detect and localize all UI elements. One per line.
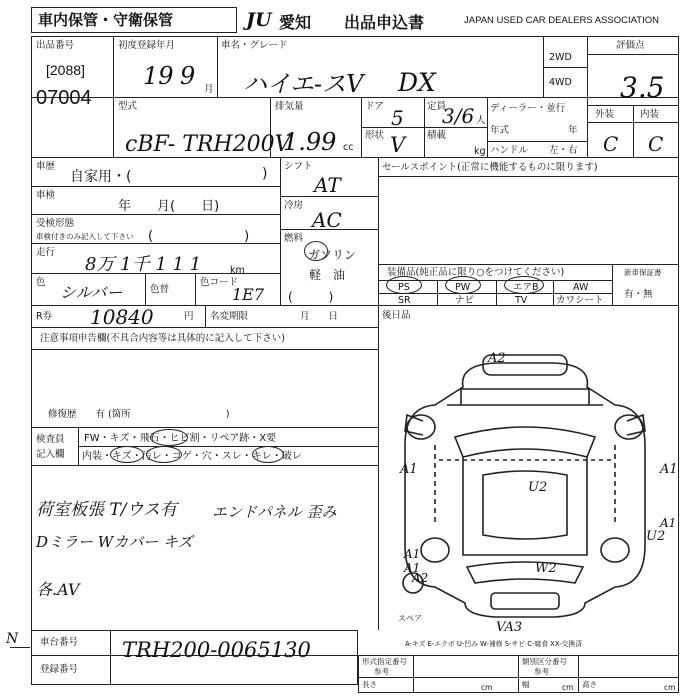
mark-a1-left: A1 [400, 462, 418, 477]
sales-point-label: セールスポイント(正常に機能するものに限ります) [382, 162, 598, 173]
fuel-gasoline: ガソリン [308, 248, 357, 262]
car-grade: DX [398, 68, 436, 97]
height-cm: cm [664, 683, 676, 692]
fuel-paren: ( ) [288, 290, 334, 304]
inspection-label: 車検 [36, 190, 56, 201]
chassis-number: TRH200-0065130 [122, 638, 311, 662]
spare-label: スペア [398, 614, 422, 623]
association-name: JAPAN USED CAR DEALERS ASSOCIATION [464, 15, 659, 26]
cc-unit: cc [343, 142, 354, 153]
spec-label-2: 参考 [374, 667, 389, 676]
car-name: ハイエ-スV [243, 70, 364, 98]
class-label-1: 類別区分番号 [522, 657, 567, 666]
mark-a2-rear: A2 [412, 571, 429, 585]
circle-chip [150, 429, 188, 446]
recycle-amount: 10840 [90, 305, 154, 329]
history-paren: ) [262, 166, 268, 182]
equip-navi: ナビ [455, 295, 475, 306]
storage-label: 車内保管・守衛保管 [38, 11, 174, 29]
mark-a1-right: A1 [660, 462, 678, 477]
model-code: cBF- TRH200V [125, 132, 291, 157]
equip-ps: PS [398, 282, 410, 293]
fuel-circle-mark [304, 241, 328, 261]
circle-scratch [110, 446, 144, 463]
dealer-label: ディーラー・並行 [490, 103, 566, 114]
comment-line-2: Dミラー Wカバー キズ [36, 533, 193, 551]
spec-label-1: 形式指定番号 [362, 657, 407, 666]
interior-grade: C [648, 132, 664, 156]
color-value: シルバー [60, 283, 123, 302]
disp-label: 排気量 [275, 101, 304, 112]
class-label-2: 参考 [534, 667, 549, 676]
lot-bracket: [2088] [46, 62, 85, 78]
capacity-value: 3/6 [442, 104, 475, 128]
repair-history: 修復歴 有 (箇所 ) [48, 409, 230, 420]
doors-label: ドア [365, 101, 384, 112]
recv-label: 受検形態 [36, 218, 75, 229]
chassis-label: 車台番号 [40, 637, 79, 648]
lot-label: 出品番号 [36, 40, 75, 51]
diagram-legend: A-キズ E-エクボ U-凹み W-補修 S-サビ C-腐食 XX-交換済 [405, 640, 582, 648]
form-title: 出品申込書 [344, 13, 425, 32]
width-label: 幅 [522, 680, 530, 689]
year-unit: 年 [568, 125, 578, 136]
circle-ps [386, 276, 422, 294]
reg-label: 初度登録年月 [118, 40, 176, 51]
shape-label: 形状 [365, 130, 385, 141]
mark-u2-right: U2 [646, 529, 666, 544]
year-label: 年式 [490, 125, 510, 136]
mark-w2: W2 [535, 561, 557, 576]
kg-unit: kg [474, 146, 486, 157]
deadline-label: 名変期限 [210, 311, 249, 322]
equip-tv: TV [515, 295, 528, 306]
color-change-label: 色替 [150, 284, 170, 295]
mark-a1-right-rear: A1 [660, 516, 677, 530]
reg-month: 9 [180, 62, 196, 90]
shift-value: AT [314, 173, 341, 197]
color-code-label: 色コード [200, 277, 239, 288]
warranty-label: 新車保証書 [624, 268, 662, 277]
fuel-diesel: 軽 油 [309, 268, 346, 282]
reg-year: 19 [143, 62, 174, 90]
plate-label: 登録番号 [40, 664, 79, 675]
recv-note: 車検付きのみ記入して下さい [36, 232, 134, 241]
height-label: 高さ [582, 680, 597, 689]
color-code: 1E7 [232, 285, 265, 304]
mark-va3: VA3 [496, 620, 523, 635]
circle-pw [445, 276, 481, 294]
interior-label: 内装 [640, 109, 660, 120]
warranty-options: 有・無 [624, 289, 653, 300]
fuel-label: 燃料 [284, 233, 304, 244]
lot-number: 07004 [36, 87, 92, 109]
ac-value: AC [312, 208, 342, 232]
org-name: 愛知 [279, 13, 312, 32]
inspector-label-1: 検査員 [36, 434, 65, 445]
handle-options: 左・右 [549, 145, 578, 156]
eval-label: 評価点 [616, 40, 645, 51]
car-name-label: 車名・グレード [221, 40, 288, 51]
equip-aw: AW [573, 282, 589, 293]
shape-value: V [390, 133, 406, 157]
km-unit: km [230, 265, 245, 276]
inspector-label-2: 記入欄 [36, 449, 65, 460]
month-unit: 月 [204, 84, 214, 95]
load-label: 積載 [427, 130, 447, 141]
displacement: 1.99 [283, 128, 337, 156]
notes-label: 注意事項申告欄(不具合内容等は具体的に記入して下さい) [40, 333, 285, 344]
comment-line-1a: 荷室板張 T/ウス有 [36, 500, 177, 520]
mark-a1-rear: A1 [404, 561, 421, 575]
eval-score: 3.5 [620, 71, 665, 104]
model-label: 型式 [118, 101, 138, 112]
mark-a1-rear-left: A1 [404, 547, 421, 561]
recycle-label: R券 [36, 311, 53, 322]
circle-airbag [504, 276, 544, 294]
width-cm: cm [562, 683, 574, 692]
inspector-line-2: 内装・キズ・汚レ・コゲ・穴・スレ・キレ・破レ [82, 451, 302, 462]
inspector-line-1: FW・キズ・飛石・ヒビ割・リペア跡・X要 [84, 433, 277, 444]
yen-unit: 円 [184, 311, 194, 322]
cap-label: 定員 [427, 101, 447, 112]
equipment-label: 装備品(純正品に限り○をつけてください) [387, 267, 565, 278]
ac-label: 冷房 [284, 200, 304, 211]
exterior-label: 外装 [595, 109, 615, 120]
length-cm: cm [481, 683, 493, 692]
recv-paren: ( ) [148, 229, 250, 244]
equip-airbag: エアB [513, 282, 539, 293]
color-label: 色 [36, 277, 46, 288]
mileage-label: 走行 [36, 247, 56, 258]
comment-line-3: 各.AV [36, 580, 80, 599]
doors-value: 5 [391, 106, 404, 130]
person-unit: 人 [476, 115, 486, 126]
equip-seat: カワシート [556, 295, 604, 306]
handle-label: ハンドル [490, 145, 529, 156]
ju-logo: JU [246, 9, 272, 31]
equip-pw: PW [455, 282, 471, 293]
shift-label: シフト [284, 161, 313, 172]
deadline-value: 月 日 [300, 311, 339, 322]
circle-wear [252, 446, 284, 463]
inspection-date: 年 月( 日) [118, 199, 220, 214]
mileage-value: 8万 1千 1 1 1 [85, 254, 202, 275]
drive-2wd: 2WD [549, 52, 572, 63]
side-mark: N [6, 631, 19, 647]
side-mark-line [10, 647, 30, 648]
mark-u2-center: U2 [528, 480, 548, 495]
equip-sr: SR [398, 295, 411, 306]
comment-line-1b: エンドパネル 歪み [212, 503, 337, 521]
history-value: 自家用・( [70, 169, 132, 185]
circle-stain [146, 446, 182, 463]
drive-4wd: 4WD [549, 77, 572, 88]
mark-a2-top: A2 [488, 351, 506, 366]
rear-items-label: 後日品 [382, 310, 411, 321]
length-label: 長さ [362, 680, 377, 689]
exterior-grade: C [603, 132, 619, 156]
history-label: 車歴 [36, 161, 56, 172]
